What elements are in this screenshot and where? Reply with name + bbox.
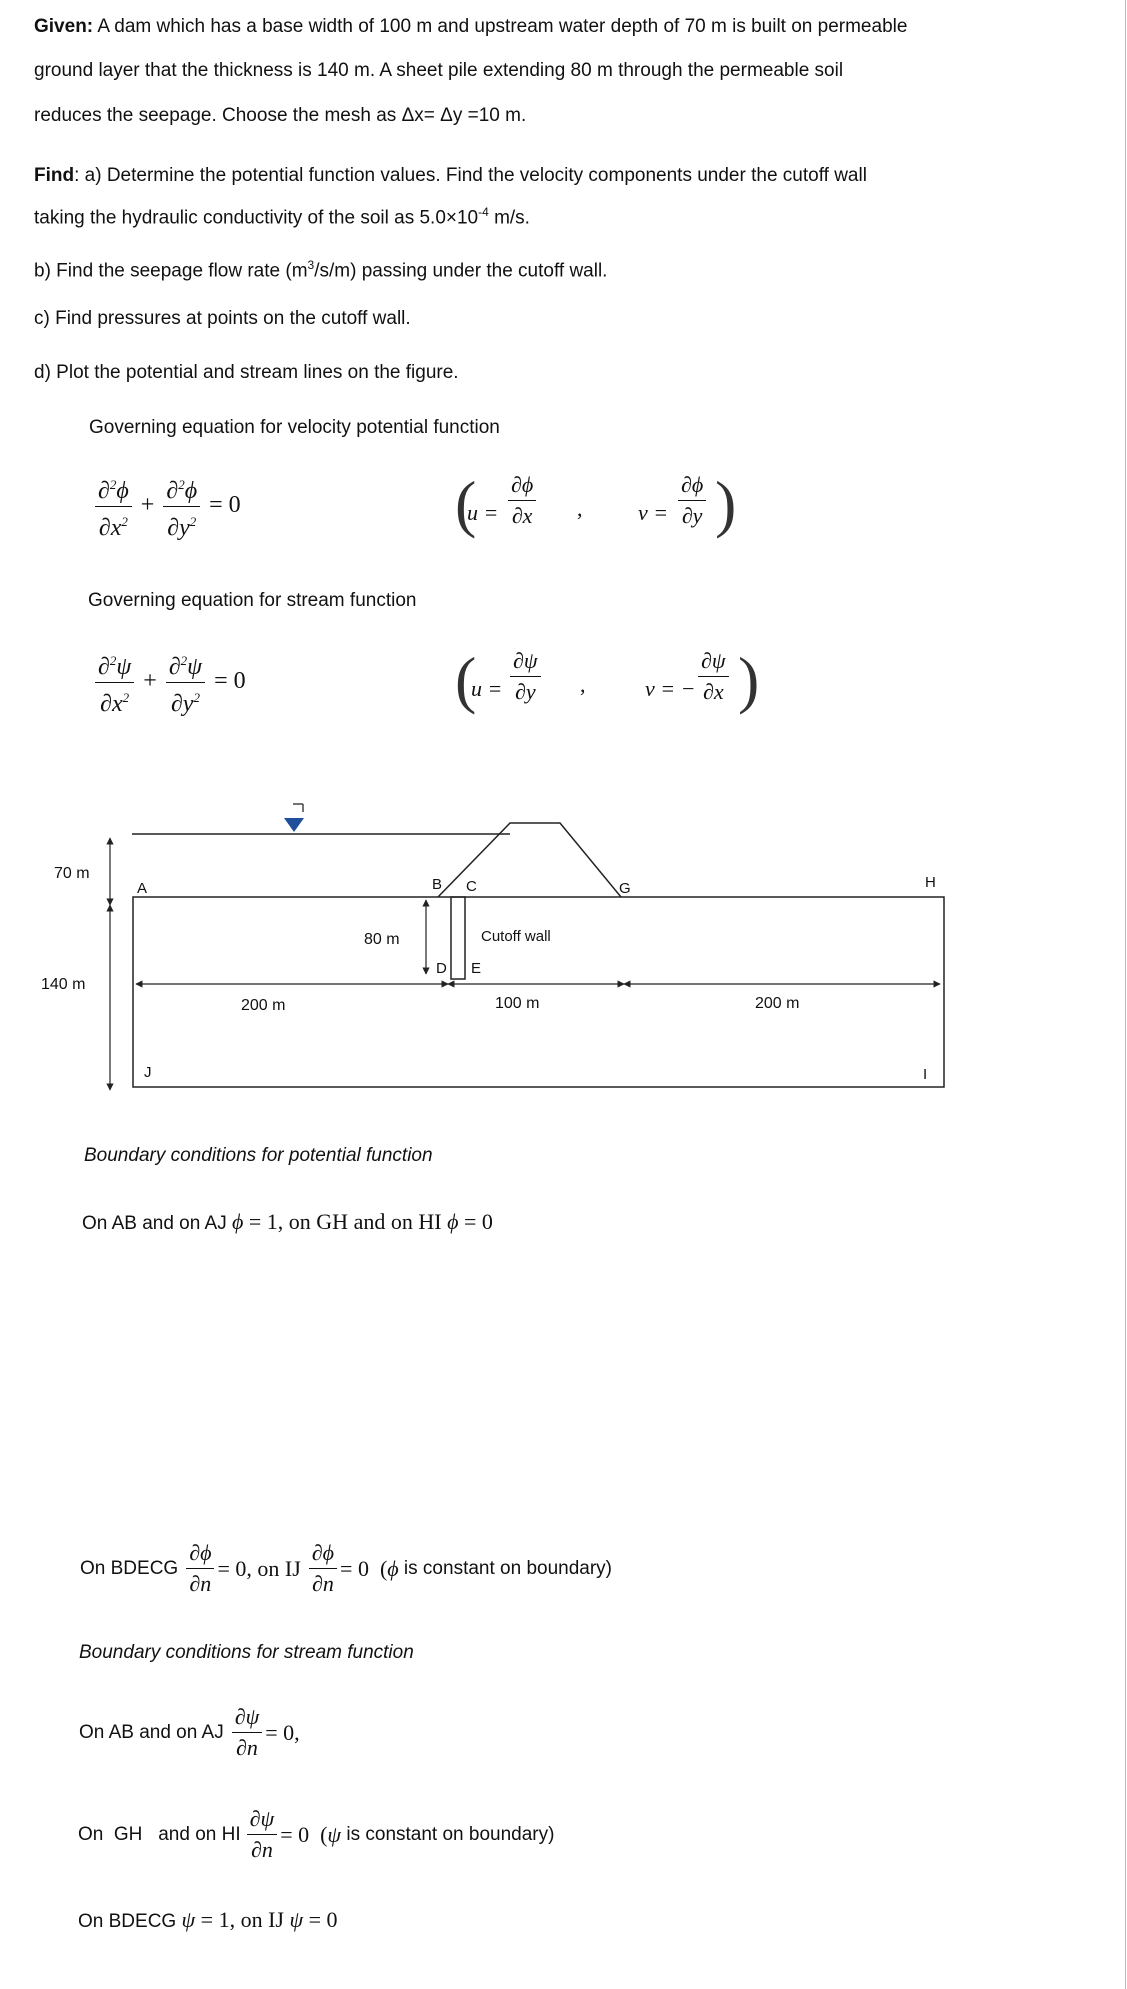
point-B: B bbox=[432, 876, 443, 893]
bc-potential-title: Boundary conditions for potential function bbox=[84, 1145, 433, 1166]
label-80m: 80 m bbox=[364, 931, 400, 948]
bc-stream-line-1: On AB and on AJ $\frac{\partial\psi}{\partial n}$ = 0, bbox=[79, 1704, 300, 1760]
find-a-line-1: Find: a) Determine the potential function values. Find the velocity components under the cutoff wall bbox=[34, 165, 867, 186]
given-line-2: ground layer that the thickness is 140 m. A sheet pile extending 80 m through the permeable soil bbox=[34, 60, 844, 81]
potential-eq-title: Governing equation for velocity potential function bbox=[89, 417, 500, 438]
find-b: b) Find the seepage flow rate $(m^3/s/m)$ passing under the cutoff wall. bbox=[34, 258, 608, 282]
find-d: d) Plot the potential and stream lines on the figure. bbox=[34, 362, 459, 383]
point-D: D bbox=[436, 960, 447, 977]
bc-stream-line-3: On BDECG ψ = 1, on IJ ψ = 0 bbox=[78, 1907, 338, 1932]
page-edge-line bbox=[1125, 0, 1126, 1989]
bc-stream-line-2: On GH and on HI $\frac{\partial\psi}{\partial n}$ = 0 ( ψ is constant on boundary) bbox=[78, 1806, 555, 1862]
point-J: J bbox=[144, 1064, 152, 1081]
water-level-icon bbox=[284, 804, 304, 832]
point-C: C bbox=[466, 878, 477, 895]
label-70m: 70 m bbox=[54, 865, 90, 882]
cutoff-wall bbox=[451, 897, 465, 979]
velocity-potential-relations: ( u = $\frac{\partial\phi}{\partial x}$ , v = $\frac{\partial\phi}{\partial y}$ ) bbox=[455, 468, 737, 539]
point-G: G bbox=[619, 880, 631, 897]
label-200m-left: 200 m bbox=[241, 997, 286, 1014]
soil-layer bbox=[133, 897, 944, 1087]
given-line-3: reduces the seepage. Choose the mesh as Δx= Δy =10 m. bbox=[34, 105, 527, 126]
bc-potential-line-2: On BDECG $\frac{\partial\phi}{\partial n}$ = 0, on IJ $\frac{\partial\phi}{\partial n}$ = 0 ( ϕ is constant on boundary) bbox=[80, 1540, 613, 1596]
label-100m: 100 m bbox=[495, 995, 540, 1012]
laplace-phi: $\frac{\partial^2\phi}{\partial x^2}$ + $\frac{\partial^2\phi}{\partial y^2}$ = 0 bbox=[92, 472, 241, 541]
dam-figure bbox=[0, 790, 1127, 1100]
velocity-stream-relations: ( u = $\frac{\partial\psi}{\partial y}$ , v = − $\frac{\partial\psi}{\partial x}$ ) bbox=[455, 644, 760, 715]
laplace-psi: $\frac{\partial^2\psi}{\partial x^2}$ + $\frac{\partial^2\psi}{\partial y^2}$ = 0 bbox=[92, 648, 246, 717]
point-E: E bbox=[471, 960, 482, 977]
point-A: A bbox=[137, 880, 148, 897]
label-140m: 140 m bbox=[41, 976, 86, 993]
point-H: H bbox=[925, 874, 936, 891]
find-c: c) Find pressures at points on the cutoff wall. bbox=[34, 308, 411, 329]
label-cutoff-wall: Cutoff wall bbox=[481, 928, 551, 945]
point-I: I bbox=[923, 1066, 928, 1083]
bc-potential-line-1: On AB and on AJ ϕ = 1, on GH and on HI ϕ = 0 bbox=[82, 1209, 493, 1234]
given-line-1: Given: A dam which has a base width of 100 m and upstream water depth of 70 m is built on permeable bbox=[34, 16, 908, 37]
label-200m-right: 200 m bbox=[755, 995, 800, 1012]
find-label: Find bbox=[34, 165, 75, 186]
stream-eq-title: Governing equation for stream function bbox=[88, 590, 417, 611]
bc-stream-title: Boundary conditions for stream function bbox=[79, 1642, 414, 1663]
find-a-line-2: taking the hydraulic conductivity of the soil as $5.0\times 10^{-4}$ m/s. bbox=[34, 205, 530, 229]
given-label: Given: bbox=[34, 16, 94, 37]
